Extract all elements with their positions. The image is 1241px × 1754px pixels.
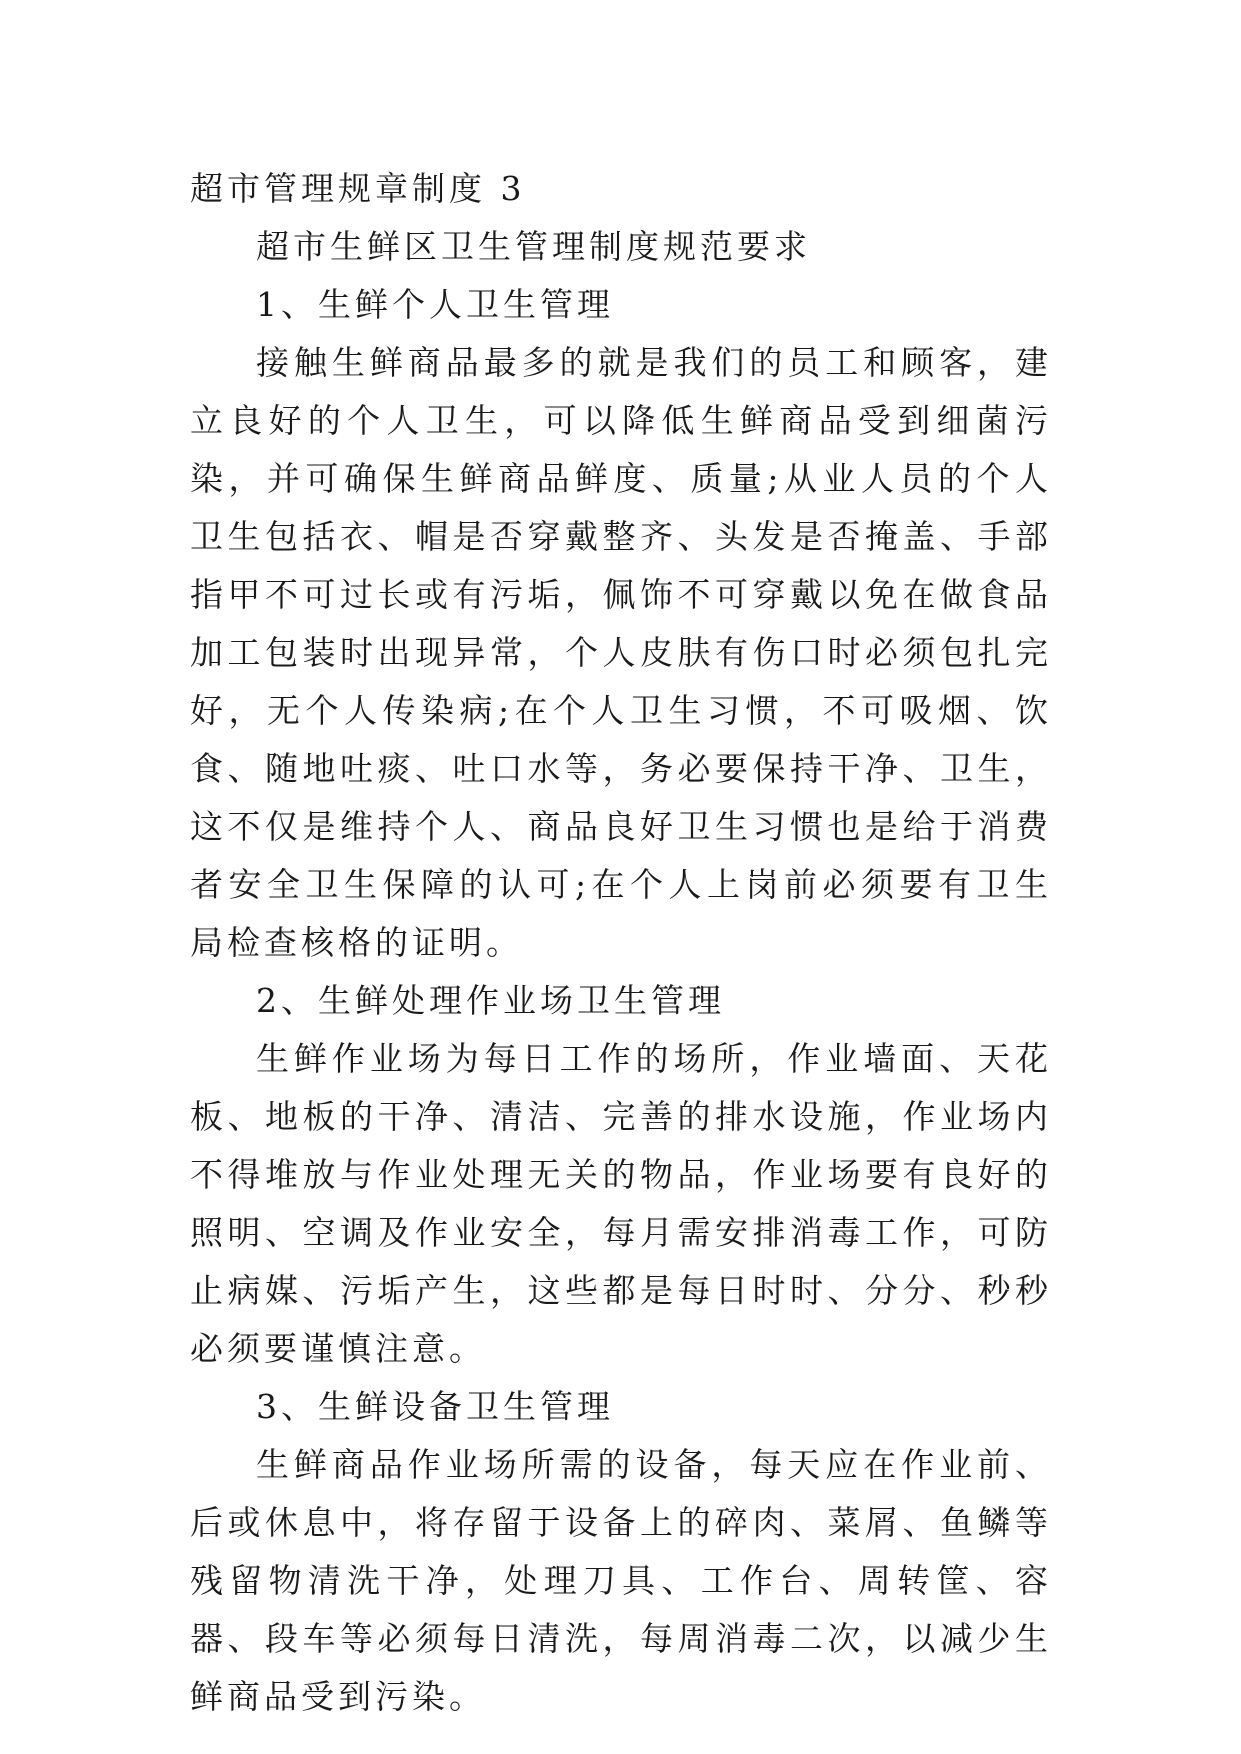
document-subtitle: 超市生鲜区卫生管理制度规范要求 xyxy=(256,227,811,266)
document-page xyxy=(190,160,1052,1726)
section-body-1: 接触生鲜商品最多的就是我们的员工和顾客，建立良好的个人卫生，可以降低生鲜商品受到细菌污染，并可确保生鲜商品鲜度、质量;从业人员的个人卫生包括衣、帽是否穿戴整齐、头发是否掩盖、手部指甲不可过长或有污垢，佩饰不可穿戴以免在做食品加工包装时出现异常，个人皮肤有伤口时必须包扎完好，无个人传染病;在个人卫生习惯，不可吸烟、饮食、随地吐痰、吐口水等，务必要保持干净、卫生，这不仅是维持个人、商品良好卫生习惯也是给于消费者安全卫生保障的认可;在个人上岗前必须要有卫生局检查核格的证明。 xyxy=(190,343,1052,962)
section-body-3: 生鲜商品作业场所需的设备，每天应在作业前、后或休息中，将存留于设备上的碎肉、菜屑、鱼鳞等残留物清洗干净，处理刀具、工作台、周转筐、容器、段车等必须每日清洗，每周消毒二次，以减少生鲜商品受到污染。 xyxy=(190,1445,1052,1716)
document-title: 超市管理规章制度 3 xyxy=(190,169,526,208)
section-body-2: 生鲜作业场为每日工作的场所，作业墙面、天花板、地板的干净、清洁、完善的排水设施，作业场内不得堆放与作业处理无关的物品，作业场要有良好的照明、空调及作业安全，每月需安排消毒工作，可防止病媒、污垢产生，这些都是每日时时、分分、秒秒必须要谨慎注意。 xyxy=(190,1039,1052,1368)
section-heading-2: 2、生鲜处理作业场卫生管理 xyxy=(256,981,725,1020)
section-heading-3: 3、生鲜设备卫生管理 xyxy=(256,1387,614,1426)
section-heading-1: 1、生鲜个人卫生管理 xyxy=(256,285,614,324)
